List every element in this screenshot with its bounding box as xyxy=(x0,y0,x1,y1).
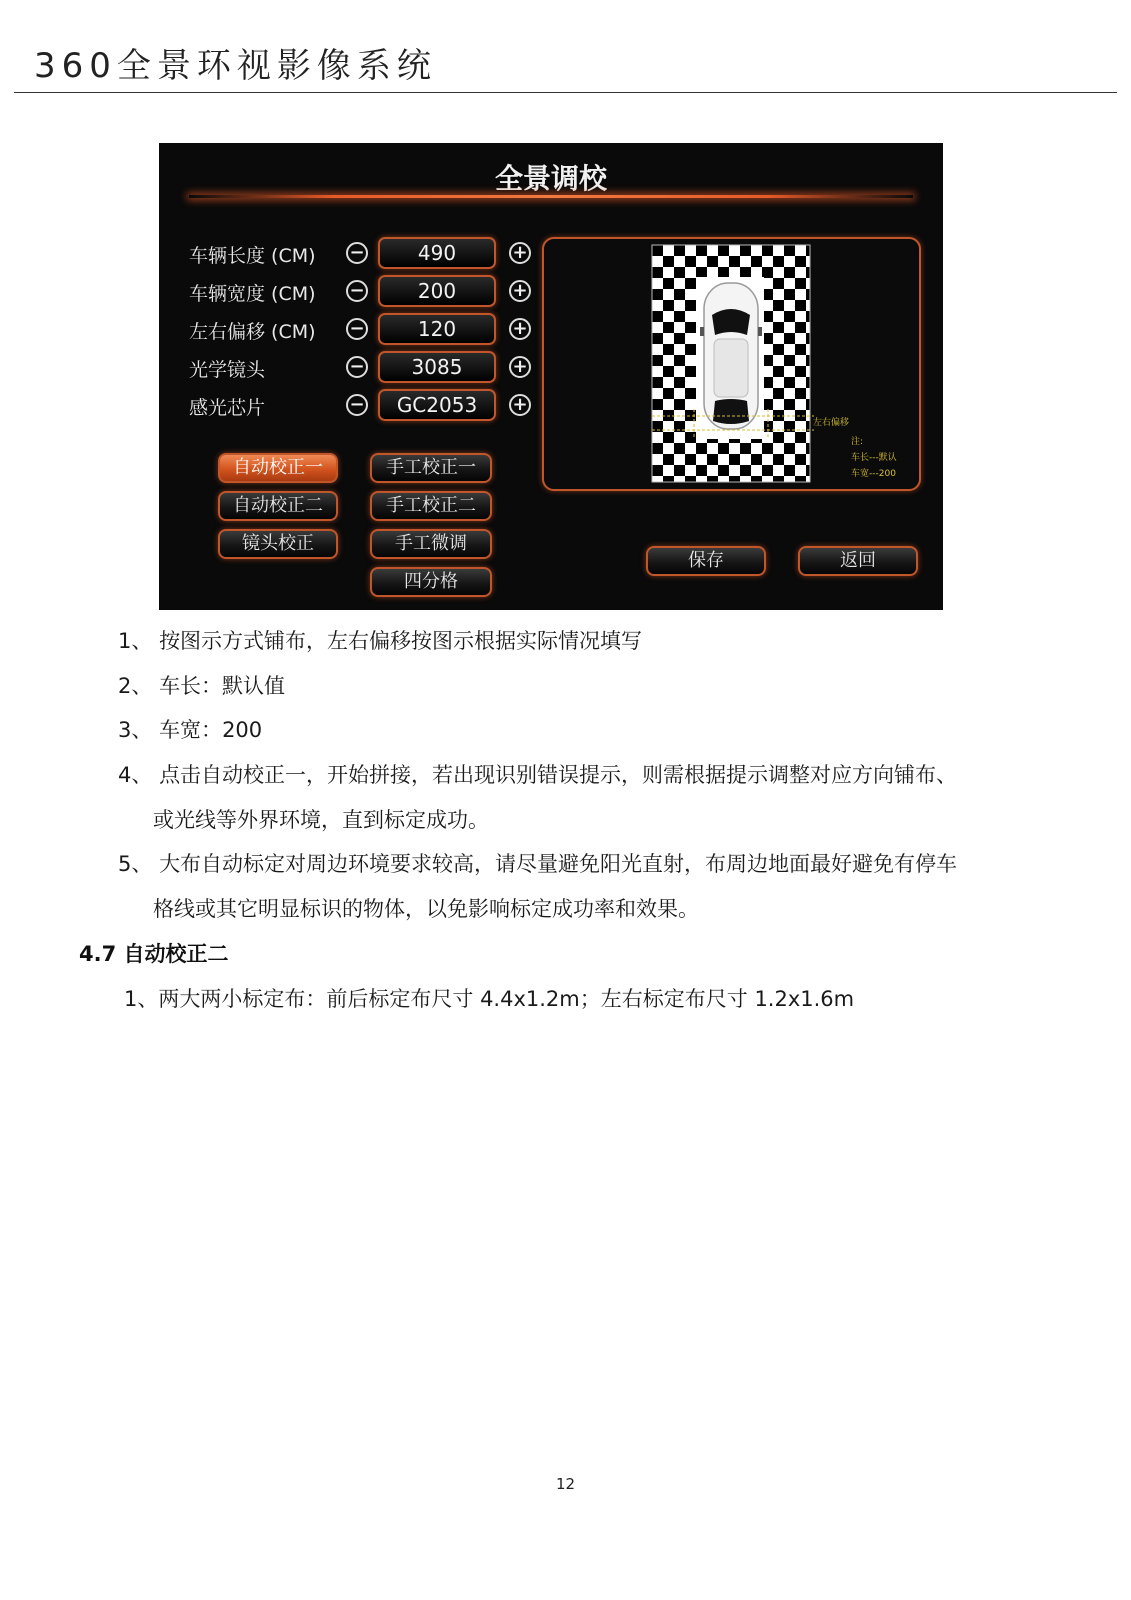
decrease-button[interactable]: − xyxy=(346,280,368,302)
section-heading: 4.7 自动校正二 xyxy=(79,942,229,966)
instruction-item-2 xyxy=(118,670,285,700)
item-text: ；左右标定布尺寸 xyxy=(579,987,755,1011)
param-label: 光学镜头 xyxy=(189,359,266,381)
note-length: 车长---默认 xyxy=(851,453,897,463)
item-number: 3、 xyxy=(118,718,153,742)
quad-split-button[interactable]: 四分格 xyxy=(370,567,492,597)
param-value-field[interactable]: GC2053 xyxy=(378,389,496,421)
section-item-1 xyxy=(124,983,854,1013)
item-number: 1、 xyxy=(118,629,153,653)
offset-annotation: 左右偏移 xyxy=(813,418,850,428)
front-rear-size: 4.4x1.2m xyxy=(480,987,580,1011)
instruction-item-4 xyxy=(118,759,957,789)
lens-calibration-button[interactable]: 镜头校正 xyxy=(218,529,338,559)
increase-button[interactable]: + xyxy=(509,242,531,264)
param-label: 车辆宽度 (CM) xyxy=(189,283,316,305)
note-width: 车宽---200 xyxy=(851,469,896,479)
calibration-screen xyxy=(159,143,943,610)
item-text: 大布自动标定对周边环境要求较高，请尽量避免阳光直射，布周边地面最好避免有停车 xyxy=(159,852,958,876)
item-number: 2、 xyxy=(118,674,153,698)
page-number: 12 xyxy=(555,1475,576,1493)
calibration-preview-panel xyxy=(542,237,921,491)
param-value-field[interactable]: 200 xyxy=(378,275,496,307)
decrease-button[interactable]: − xyxy=(346,242,368,264)
auto-calibration-1-button[interactable]: 自动校正一 xyxy=(218,453,338,483)
manual-calibration-1-button[interactable]: 手工校正一 xyxy=(370,453,492,483)
param-label: 车辆长度 (CM) xyxy=(189,245,316,267)
decrease-button[interactable]: − xyxy=(346,318,368,340)
param-value-field[interactable]: 3085 xyxy=(378,351,496,383)
param-label: 左右偏移 (CM) xyxy=(189,321,316,343)
param-label: 感光芯片 xyxy=(189,397,266,419)
note-title: 注: xyxy=(851,437,864,447)
item-text: 两大两小标定布：前后标定布尺寸 xyxy=(158,987,481,1011)
instruction-item-1 xyxy=(118,625,642,655)
back-button[interactable]: 返回 xyxy=(798,546,918,576)
item-text: 车宽： xyxy=(159,718,223,742)
increase-button[interactable]: + xyxy=(509,318,531,340)
screen-title: 全景调校 xyxy=(494,162,607,195)
save-button[interactable]: 保存 xyxy=(646,546,766,576)
decrease-button[interactable]: − xyxy=(346,394,368,416)
increase-button[interactable]: + xyxy=(509,356,531,378)
param-value-field[interactable]: 490 xyxy=(378,237,496,269)
manual-calibration-2-button[interactable]: 手工校正二 xyxy=(370,491,492,521)
instruction-item-5-continuation: 格线或其它明显标识的物体，以免影响标定成功率和效果。 xyxy=(153,897,699,921)
item-number: 4、 xyxy=(118,763,153,787)
item-text: 按图示方式铺布，左右偏移按图示根据实际情况填写 xyxy=(159,629,643,653)
item-text: 车长：默认值 xyxy=(159,674,286,698)
left-right-size: 1.2x1.6m xyxy=(754,987,855,1011)
param-value-field[interactable]: 120 xyxy=(378,313,496,345)
item-value: 200 xyxy=(222,718,263,742)
instruction-item-5 xyxy=(118,848,957,878)
item-number: 1、 xyxy=(124,987,159,1011)
item-text: 点击自动校正一，开始拼接，若出现识别错误提示，则需根据提示调整对应方向铺布、 xyxy=(159,763,958,787)
header-divider xyxy=(14,92,1117,93)
title-underline xyxy=(189,195,913,198)
document-header-title: 360全景环视影像系统 xyxy=(34,46,437,86)
instruction-item-4-continuation: 或光线等外界环境，直到标定成功。 xyxy=(153,808,489,832)
manual-fine-tune-button[interactable]: 手工微调 xyxy=(370,529,492,559)
increase-button[interactable]: + xyxy=(509,394,531,416)
instruction-item-3 xyxy=(118,714,262,744)
decrease-button[interactable]: − xyxy=(346,356,368,378)
auto-calibration-2-button[interactable]: 自动校正二 xyxy=(218,491,338,521)
item-number: 5、 xyxy=(118,852,153,876)
increase-button[interactable]: + xyxy=(509,280,531,302)
